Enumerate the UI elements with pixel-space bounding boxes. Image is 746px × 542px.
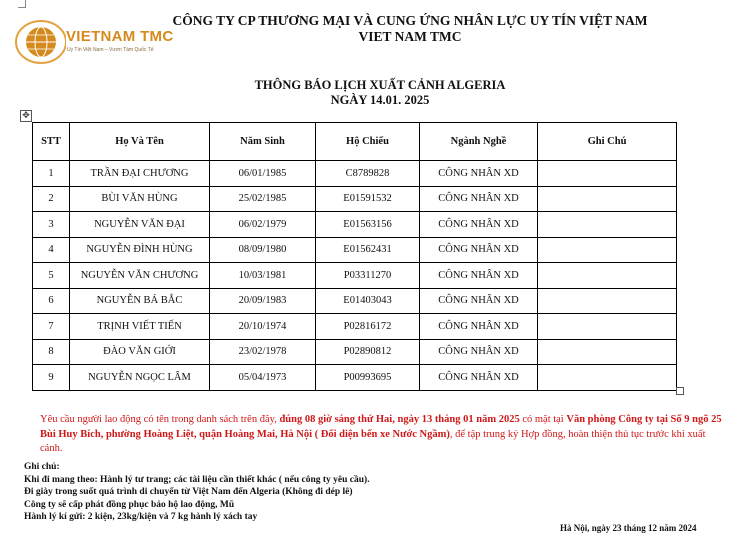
cell-name: NGUYỄN ĐÌNH HÙNG [70,237,210,263]
table-row [33,365,677,391]
company-logo [14,18,174,66]
cell-dob: 08/09/1980 [210,237,316,263]
notes-heading: Ghi chú: [24,462,60,472]
cell-name: NGUYỄN VĂN ĐẠI [70,212,210,238]
notice-time: đúng 08 giờ sáng thứ Hai, ngày 13 tháng 01 năm 2025 [279,414,520,425]
cell-job: CÔNG NHÂN XD [420,212,538,238]
cell-note [538,339,677,365]
cell-passport: C8789828 [316,161,420,187]
cell-job: CÔNG NHÂN XD [420,186,538,212]
table-resize-handle[interactable] [676,387,684,395]
cell-stt: 2 [33,186,70,212]
cell-note [538,237,677,263]
cell-job: CÔNG NHÂN XD [420,339,538,365]
table-row [33,314,677,340]
table-row [33,186,677,212]
cell-stt: 8 [33,339,70,365]
cell-name: ĐÀO VĂN GIỚI [70,339,210,365]
cell-dob: 10/03/1981 [210,263,316,289]
cell-stt: 1 [33,161,70,187]
company-header [150,13,670,45]
notice-text: có mặt tại [519,414,567,425]
cell-passport: E01562431 [316,237,420,263]
note-line: Hành lý kí gửi: 2 kiện, 23kg/kiện và 7 kg hành lý xách tay [24,512,258,522]
table-row [33,212,677,238]
roster-table [32,122,677,391]
cell-note [538,263,677,289]
cell-note [538,365,677,391]
cell-name: NGUYỄN VĂN CHƯƠNG [70,263,210,289]
page-corner-mark [18,0,26,8]
cell-job: CÔNG NHÂN XD [420,365,538,391]
signing-date: Hà Nội, ngày 23 tháng 12 năm 2024 [560,523,697,533]
company-name: CÔNG TY CP THƯƠNG MẠI VÀ CUNG ỨNG NHÂN LỰC UY TÍN VIỆT NAM [172,13,648,28]
cell-name: TRẦN ĐẠI CHƯƠNG [70,161,210,187]
notice-text: Yêu cầu người lao động có tên trong danh sách trên đây, [40,414,280,425]
notice-paragraph [40,413,730,457]
table-row [33,339,677,365]
note-line: Khi đi mang theo: Hành lý tư trang; các tài liệu cần thiết khác ( nếu công ty yêu cầu). [24,474,370,485]
col-header-name: Họ Và Tên [70,123,210,161]
cell-job: CÔNG NHÂN XD [420,314,538,340]
cell-passport: E01591532 [316,186,420,212]
cell-passport: E01403043 [316,288,420,314]
logo-wordmark: VIETNAM TMC [66,28,174,45]
document-title [150,78,610,108]
col-header-stt: STT [33,123,70,161]
cell-dob: 20/09/1983 [210,288,316,314]
cell-job: CÔNG NHÂN XD [420,161,538,187]
cell-passport: E01563156 [316,212,420,238]
cell-stt: 3 [33,212,70,238]
cell-job: CÔNG NHÂN XD [420,288,538,314]
table-row [33,161,677,187]
cell-passport: P03311270 [316,263,420,289]
table-header-row [33,123,677,161]
globe-icon [14,18,66,66]
title-date: NGÀY 14.01. 2025 [330,93,430,107]
company-short-name: VIET NAM TMC [358,29,462,44]
notes-section [24,461,544,524]
cell-dob: 05/04/1973 [210,365,316,391]
cell-dob: 25/02/1985 [210,186,316,212]
cell-name: BÙI VĂN HÙNG [70,186,210,212]
title-line: THÔNG BÁO LỊCH XUẤT CẢNH ALGERIA [254,78,506,92]
col-header-note: Ghi Chú [538,123,677,161]
cell-note [538,186,677,212]
cell-name: TRỊNH VIẾT TIẾN [70,314,210,340]
cell-passport: P02816172 [316,314,420,340]
cell-stt: 4 [33,237,70,263]
cell-note [538,314,677,340]
cell-stt: 9 [33,365,70,391]
cell-note [538,288,677,314]
cell-passport: P00993695 [316,365,420,391]
notice-text: , để tập trung ký Hợp đồng, hoàn thiện thủ tục trước khi xuất cảnh. [40,428,706,454]
cell-stt: 6 [33,288,70,314]
logo-tagline: Uy Tín Việt Nam – Vươn Tầm Quốc Tế [67,47,154,53]
cell-name: NGUYỄN BÁ BẮC [70,288,210,314]
cell-note [538,161,677,187]
cell-dob: 20/10/1974 [210,314,316,340]
cell-note [538,212,677,238]
note-line: Công ty sẽ cấp phát đồng phục bảo hộ lao động, Mũ [24,499,235,510]
note-line: Đi giày trong suốt quá trình di chuyển từ Việt Nam đến Algeria (Không đi dép lê) [24,487,353,497]
table-row [33,288,677,314]
table-row [33,237,677,263]
cell-dob: 06/01/1985 [210,161,316,187]
col-header-passport: Hộ Chiếu [316,123,420,161]
table-move-handle[interactable]: ✥ [20,110,32,122]
cell-stt: 7 [33,314,70,340]
col-header-dob: Năm Sinh [210,123,316,161]
cell-job: CÔNG NHÂN XD [420,263,538,289]
cell-stt: 5 [33,263,70,289]
col-header-job: Ngành Nghề [420,123,538,161]
cell-dob: 06/02/1979 [210,212,316,238]
cell-dob: 23/02/1978 [210,339,316,365]
cell-name: NGUYỄN NGỌC LÂM [70,365,210,391]
cell-job: CÔNG NHÂN XD [420,237,538,263]
cell-passport: P02890812 [316,339,420,365]
table-row [33,263,677,289]
notice-address: Văn phòng Công ty tại Số 9 ngõ 25 Bùi Huy Bích, phường Hoàng Liệt, quận Hoàng Mai, Hà Nội ( Đối diện bến xe Nước Ngầm) [40,414,722,440]
